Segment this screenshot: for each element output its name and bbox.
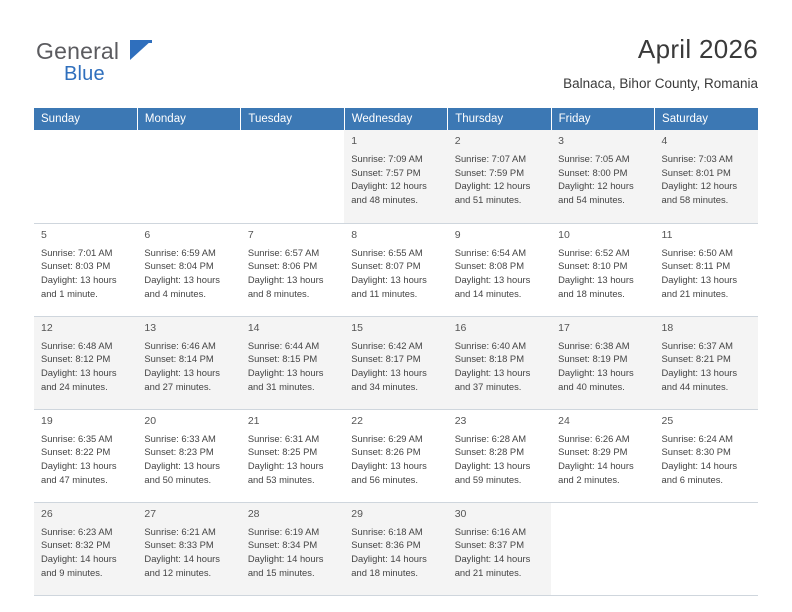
day-detail-line: Sunset: 8:26 PM bbox=[351, 446, 421, 458]
day-detail-line: Sunset: 8:15 PM bbox=[247, 353, 318, 365]
calendar-week-row bbox=[34, 316, 758, 409]
day-number: 4 bbox=[661, 135, 668, 147]
day-number: 1 bbox=[351, 135, 358, 147]
day-detail-line: Daylight: 13 hours bbox=[351, 459, 427, 471]
day-detail-line: Sunrise: 6:40 AM bbox=[454, 339, 527, 351]
day-detail-line: Sunrise: 7:03 AM bbox=[661, 153, 733, 165]
day-number: 11 bbox=[661, 228, 673, 241]
day-detail-line: Daylight: 14 hours bbox=[144, 552, 220, 564]
column-header-sunday: Sunday bbox=[34, 108, 137, 130]
day-number: 7 bbox=[247, 228, 254, 241]
calendar-day-cell[interactable] bbox=[448, 223, 551, 316]
day-number: 6 bbox=[144, 228, 151, 241]
calendar-day-cell[interactable] bbox=[137, 316, 240, 409]
day-detail-line: Sunrise: 6:55 AM bbox=[351, 246, 423, 258]
calendar-cell-empty bbox=[241, 130, 344, 223]
day-detail-line: Sunset: 8:07 PM bbox=[351, 260, 421, 272]
day-number: 25 bbox=[661, 414, 674, 427]
day-detail-line: Sunrise: 6:28 AM bbox=[454, 432, 527, 444]
day-detail-line: Sunrise: 6:44 AM bbox=[247, 339, 320, 351]
day-detail-line: Sunset: 8:21 PM bbox=[661, 353, 731, 365]
day-number: 29 bbox=[351, 507, 363, 520]
calendar-day-cell[interactable] bbox=[344, 130, 447, 223]
day-detail-line: Sunset: 8:23 PM bbox=[144, 446, 214, 458]
calendar-day-cell[interactable] bbox=[241, 316, 344, 409]
calendar-day-cell[interactable] bbox=[655, 223, 758, 316]
day-detail-line: and 51 minutes. bbox=[454, 194, 522, 206]
day-detail-line: and 11 minutes. bbox=[351, 287, 418, 299]
calendar-day-cell[interactable] bbox=[655, 409, 758, 502]
day-detail-line: Sunrise: 7:05 AM bbox=[558, 153, 630, 165]
day-detail-line: Sunrise: 6:23 AM bbox=[41, 525, 113, 537]
day-detail-line: Sunrise: 6:38 AM bbox=[558, 339, 630, 351]
day-number: 23 bbox=[454, 414, 467, 427]
day-detail-line: and 6 minutes. bbox=[661, 473, 724, 485]
day-detail-line: Sunrise: 6:31 AM bbox=[247, 432, 320, 444]
page-header bbox=[34, 28, 758, 106]
day-detail-line: Daylight: 13 hours bbox=[144, 366, 220, 378]
day-detail-line: and 50 minutes. bbox=[144, 473, 212, 485]
day-detail-line: Sunrise: 6:46 AM bbox=[144, 339, 216, 351]
calendar-week-row bbox=[34, 130, 758, 223]
day-number: 19 bbox=[41, 414, 53, 427]
day-detail-line: Daylight: 13 hours bbox=[351, 273, 427, 285]
day-detail-line: Daylight: 13 hours bbox=[558, 273, 634, 285]
logo-text-general: General bbox=[36, 38, 120, 64]
day-detail-line: and 54 minutes. bbox=[558, 194, 625, 206]
day-number: 15 bbox=[351, 321, 363, 334]
day-detail-line: Sunrise: 6:42 AM bbox=[351, 339, 423, 351]
day-detail-line: and 48 minutes. bbox=[351, 194, 418, 206]
day-detail-line: and 1 minute. bbox=[41, 287, 98, 299]
calendar-day-cell[interactable] bbox=[448, 409, 551, 502]
day-detail-line: Daylight: 13 hours bbox=[247, 459, 324, 471]
logo-triangle-icon bbox=[130, 40, 152, 60]
day-detail-line: Daylight: 14 hours bbox=[247, 552, 324, 564]
day-number: 14 bbox=[247, 321, 260, 334]
day-detail-line: Sunrise: 6:35 AM bbox=[41, 432, 113, 444]
sunrise-sunset-calendar bbox=[34, 108, 758, 596]
day-detail-line: and 31 minutes. bbox=[247, 380, 315, 392]
calendar-week-row bbox=[34, 223, 758, 316]
day-detail-line: Daylight: 13 hours bbox=[558, 366, 634, 378]
logo-bar-icon bbox=[130, 40, 152, 43]
column-header-friday: Friday bbox=[551, 108, 654, 130]
day-detail-line: Sunrise: 7:07 AM bbox=[454, 153, 527, 165]
day-detail-line: and 14 minutes. bbox=[454, 287, 522, 299]
calendar-day-cell[interactable] bbox=[241, 223, 344, 316]
column-header-monday: Monday bbox=[137, 108, 240, 130]
day-detail-line: Sunset: 8:37 PM bbox=[454, 539, 524, 551]
day-detail-line: Daylight: 14 hours bbox=[558, 459, 634, 471]
day-detail-line: and 59 minutes. bbox=[454, 473, 522, 485]
calendar-week-row bbox=[34, 502, 758, 595]
calendar-day-cell[interactable] bbox=[137, 223, 240, 316]
day-detail-line: Sunset: 8:11 PM bbox=[661, 260, 731, 272]
day-detail-line: Daylight: 13 hours bbox=[661, 366, 738, 378]
day-detail-line: and 21 minutes. bbox=[661, 287, 729, 299]
day-number: 12 bbox=[41, 321, 53, 334]
day-detail-line: and 40 minutes. bbox=[558, 380, 625, 392]
day-detail-line: and 21 minutes. bbox=[454, 566, 522, 578]
day-detail-line: Sunrise: 6:19 AM bbox=[247, 525, 320, 537]
day-detail-line: Daylight: 12 hours bbox=[661, 180, 738, 192]
day-detail-line: and 12 minutes. bbox=[144, 566, 212, 578]
day-detail-line: Sunrise: 6:29 AM bbox=[351, 432, 423, 444]
calendar-day-cell[interactable] bbox=[344, 502, 447, 595]
day-detail-line: Sunset: 8:14 PM bbox=[144, 353, 214, 365]
calendar-day-cell[interactable] bbox=[655, 130, 758, 223]
day-number: 20 bbox=[144, 414, 157, 427]
day-detail-line: Sunrise: 6:59 AM bbox=[144, 246, 216, 258]
day-detail-line: and 18 minutes. bbox=[558, 287, 625, 299]
day-detail-line: Daylight: 14 hours bbox=[661, 459, 738, 471]
day-detail-line: Sunset: 8:10 PM bbox=[558, 260, 628, 272]
day-detail-line: Sunrise: 6:21 AM bbox=[144, 525, 216, 537]
day-detail-line: Sunset: 8:06 PM bbox=[247, 260, 318, 272]
day-detail-line: Daylight: 13 hours bbox=[41, 273, 117, 285]
column-header-thursday: Thursday bbox=[448, 108, 551, 130]
day-detail-line: Daylight: 13 hours bbox=[41, 366, 117, 378]
day-detail-line: Sunset: 8:22 PM bbox=[41, 446, 111, 458]
day-detail-line: Sunrise: 6:16 AM bbox=[454, 525, 527, 537]
column-header-tuesday: Tuesday bbox=[241, 108, 344, 130]
day-detail-line: Sunset: 8:19 PM bbox=[558, 353, 628, 365]
day-detail-line: Sunrise: 6:54 AM bbox=[454, 246, 527, 258]
day-number: 28 bbox=[247, 507, 260, 520]
day-number: 9 bbox=[454, 228, 461, 241]
day-detail-line: Sunset: 8:03 PM bbox=[41, 260, 111, 272]
day-detail-line: Sunset: 7:57 PM bbox=[351, 166, 421, 178]
calendar-day-cell[interactable] bbox=[551, 409, 654, 502]
day-detail-line: Daylight: 13 hours bbox=[661, 273, 738, 285]
day-detail-line: and 34 minutes. bbox=[351, 380, 418, 392]
day-detail-line: Daylight: 13 hours bbox=[144, 459, 220, 471]
day-detail-line: Sunset: 8:36 PM bbox=[351, 539, 421, 551]
day-detail-line: Sunset: 8:18 PM bbox=[454, 353, 524, 365]
day-detail-line: and 8 minutes. bbox=[247, 287, 310, 299]
day-detail-line: Sunset: 8:34 PM bbox=[247, 539, 318, 551]
calendar-day-cell[interactable] bbox=[34, 409, 137, 502]
day-detail-line: and 4 minutes. bbox=[144, 287, 206, 299]
calendar-week-row bbox=[34, 409, 758, 502]
day-detail-line: Daylight: 13 hours bbox=[247, 366, 324, 378]
calendar-day-cell[interactable] bbox=[551, 130, 654, 223]
day-detail-line: Sunset: 8:00 PM bbox=[558, 166, 628, 178]
day-detail-line: Sunrise: 7:01 AM bbox=[41, 246, 113, 258]
day-detail-line: Daylight: 14 hours bbox=[454, 552, 531, 564]
day-detail-line: Sunrise: 6:18 AM bbox=[351, 525, 423, 537]
day-detail-line: Daylight: 14 hours bbox=[41, 552, 117, 564]
calendar-day-cell[interactable] bbox=[137, 409, 240, 502]
calendar-day-cell[interactable] bbox=[34, 316, 137, 409]
day-detail-line: Sunset: 8:08 PM bbox=[454, 260, 524, 272]
day-detail-line: and 2 minutes. bbox=[558, 473, 620, 485]
calendar-day-cell[interactable] bbox=[448, 130, 551, 223]
day-number: 27 bbox=[144, 507, 157, 520]
day-detail-line: Daylight: 13 hours bbox=[454, 459, 531, 471]
day-number: 10 bbox=[558, 228, 570, 241]
day-number: 17 bbox=[558, 321, 570, 334]
calendar-day-cell[interactable] bbox=[344, 316, 447, 409]
calendar-day-cell[interactable] bbox=[34, 223, 137, 316]
day-detail-line: and 9 minutes. bbox=[41, 566, 103, 578]
day-number: 5 bbox=[41, 228, 47, 241]
calendar-day-cell[interactable] bbox=[344, 409, 447, 502]
day-detail-line: Sunset: 8:29 PM bbox=[558, 446, 628, 458]
page-subtitle-location: Balnaca, Bihor County, Romania bbox=[563, 76, 758, 91]
calendar-day-cell[interactable] bbox=[344, 223, 447, 316]
day-number: 13 bbox=[144, 321, 157, 334]
day-number: 8 bbox=[351, 228, 358, 241]
day-detail-line: and 37 minutes. bbox=[454, 380, 522, 392]
calendar-day-cell[interactable] bbox=[551, 316, 654, 409]
day-number: 2 bbox=[454, 135, 461, 147]
day-detail-line: Sunset: 8:12 PM bbox=[41, 353, 111, 365]
day-detail-line: Daylight: 13 hours bbox=[41, 459, 117, 471]
day-number: 30 bbox=[454, 507, 467, 520]
day-detail-line: Sunset: 8:28 PM bbox=[454, 446, 524, 458]
day-detail-line: Daylight: 13 hours bbox=[351, 366, 427, 378]
day-number: 24 bbox=[558, 414, 570, 427]
calendar-day-cell[interactable] bbox=[448, 502, 551, 595]
day-detail-line: Daylight: 13 hours bbox=[454, 366, 531, 378]
day-number: 22 bbox=[351, 414, 363, 427]
calendar-day-cell[interactable] bbox=[655, 316, 758, 409]
day-detail-line: and 27 minutes. bbox=[144, 380, 212, 392]
day-number: 16 bbox=[454, 321, 467, 334]
day-detail-line: Daylight: 14 hours bbox=[351, 552, 427, 564]
calendar-day-cell[interactable] bbox=[241, 502, 344, 595]
day-detail-line: Sunrise: 6:50 AM bbox=[661, 246, 733, 258]
day-detail-line: Sunset: 8:32 PM bbox=[41, 539, 111, 551]
day-detail-line: Sunset: 7:59 PM bbox=[454, 166, 524, 178]
day-detail-line: Daylight: 13 hours bbox=[247, 273, 324, 285]
day-detail-line: and 15 minutes. bbox=[247, 566, 315, 578]
day-detail-line: Sunrise: 6:33 AM bbox=[144, 432, 216, 444]
logo bbox=[36, 40, 236, 84]
calendar-day-cell[interactable] bbox=[137, 502, 240, 595]
day-detail-line: Daylight: 12 hours bbox=[558, 180, 634, 192]
calendar-cell-empty bbox=[137, 130, 240, 223]
day-detail-line: Sunset: 8:30 PM bbox=[661, 446, 731, 458]
day-detail-line: Sunset: 8:01 PM bbox=[661, 166, 731, 178]
day-detail-line: Daylight: 13 hours bbox=[454, 273, 531, 285]
calendar-cell-empty bbox=[655, 502, 758, 595]
calendar-cell-empty bbox=[551, 502, 654, 595]
day-detail-line: Daylight: 12 hours bbox=[454, 180, 531, 192]
day-detail-line: and 47 minutes. bbox=[41, 473, 108, 485]
day-detail-line: Sunrise: 6:48 AM bbox=[41, 339, 113, 351]
day-number: 21 bbox=[247, 414, 260, 427]
calendar-day-cell[interactable] bbox=[448, 316, 551, 409]
day-number: 3 bbox=[558, 135, 564, 147]
day-detail-line: and 58 minutes. bbox=[661, 194, 729, 206]
day-detail-line: Daylight: 12 hours bbox=[351, 180, 427, 192]
day-detail-line: Sunrise: 6:24 AM bbox=[661, 432, 733, 444]
page-title: April 2026 bbox=[637, 34, 758, 64]
day-detail-line: Sunrise: 6:26 AM bbox=[558, 432, 630, 444]
day-detail-line: Daylight: 13 hours bbox=[144, 273, 220, 285]
day-detail-line: Sunset: 8:04 PM bbox=[144, 260, 214, 272]
day-detail-line: Sunrise: 6:57 AM bbox=[247, 246, 320, 258]
column-header-saturday: Saturday bbox=[655, 108, 758, 130]
day-detail-line: and 53 minutes. bbox=[247, 473, 315, 485]
day-detail-line: Sunset: 8:17 PM bbox=[351, 353, 421, 365]
column-header-wednesday: Wednesday bbox=[344, 108, 447, 130]
calendar-day-cell[interactable] bbox=[34, 502, 137, 595]
day-detail-line: and 24 minutes. bbox=[41, 380, 108, 392]
day-number: 18 bbox=[661, 321, 674, 334]
calendar-cell-empty bbox=[34, 130, 137, 223]
calendar-header-row bbox=[34, 108, 758, 130]
calendar-day-cell[interactable] bbox=[241, 409, 344, 502]
day-detail-line: and 44 minutes. bbox=[661, 380, 729, 392]
day-detail-line: Sunset: 8:33 PM bbox=[144, 539, 214, 551]
day-detail-line: Sunrise: 7:09 AM bbox=[351, 153, 423, 165]
day-number: 26 bbox=[41, 507, 53, 520]
logo-text-blue: Blue bbox=[64, 63, 105, 85]
calendar-day-cell[interactable] bbox=[551, 223, 654, 316]
day-detail-line: Sunrise: 6:37 AM bbox=[661, 339, 733, 351]
day-detail-line: and 56 minutes. bbox=[351, 473, 418, 485]
day-detail-line: and 18 minutes. bbox=[351, 566, 418, 578]
day-detail-line: Sunrise: 6:52 AM bbox=[558, 246, 630, 258]
day-detail-line: Sunset: 8:25 PM bbox=[247, 446, 318, 458]
